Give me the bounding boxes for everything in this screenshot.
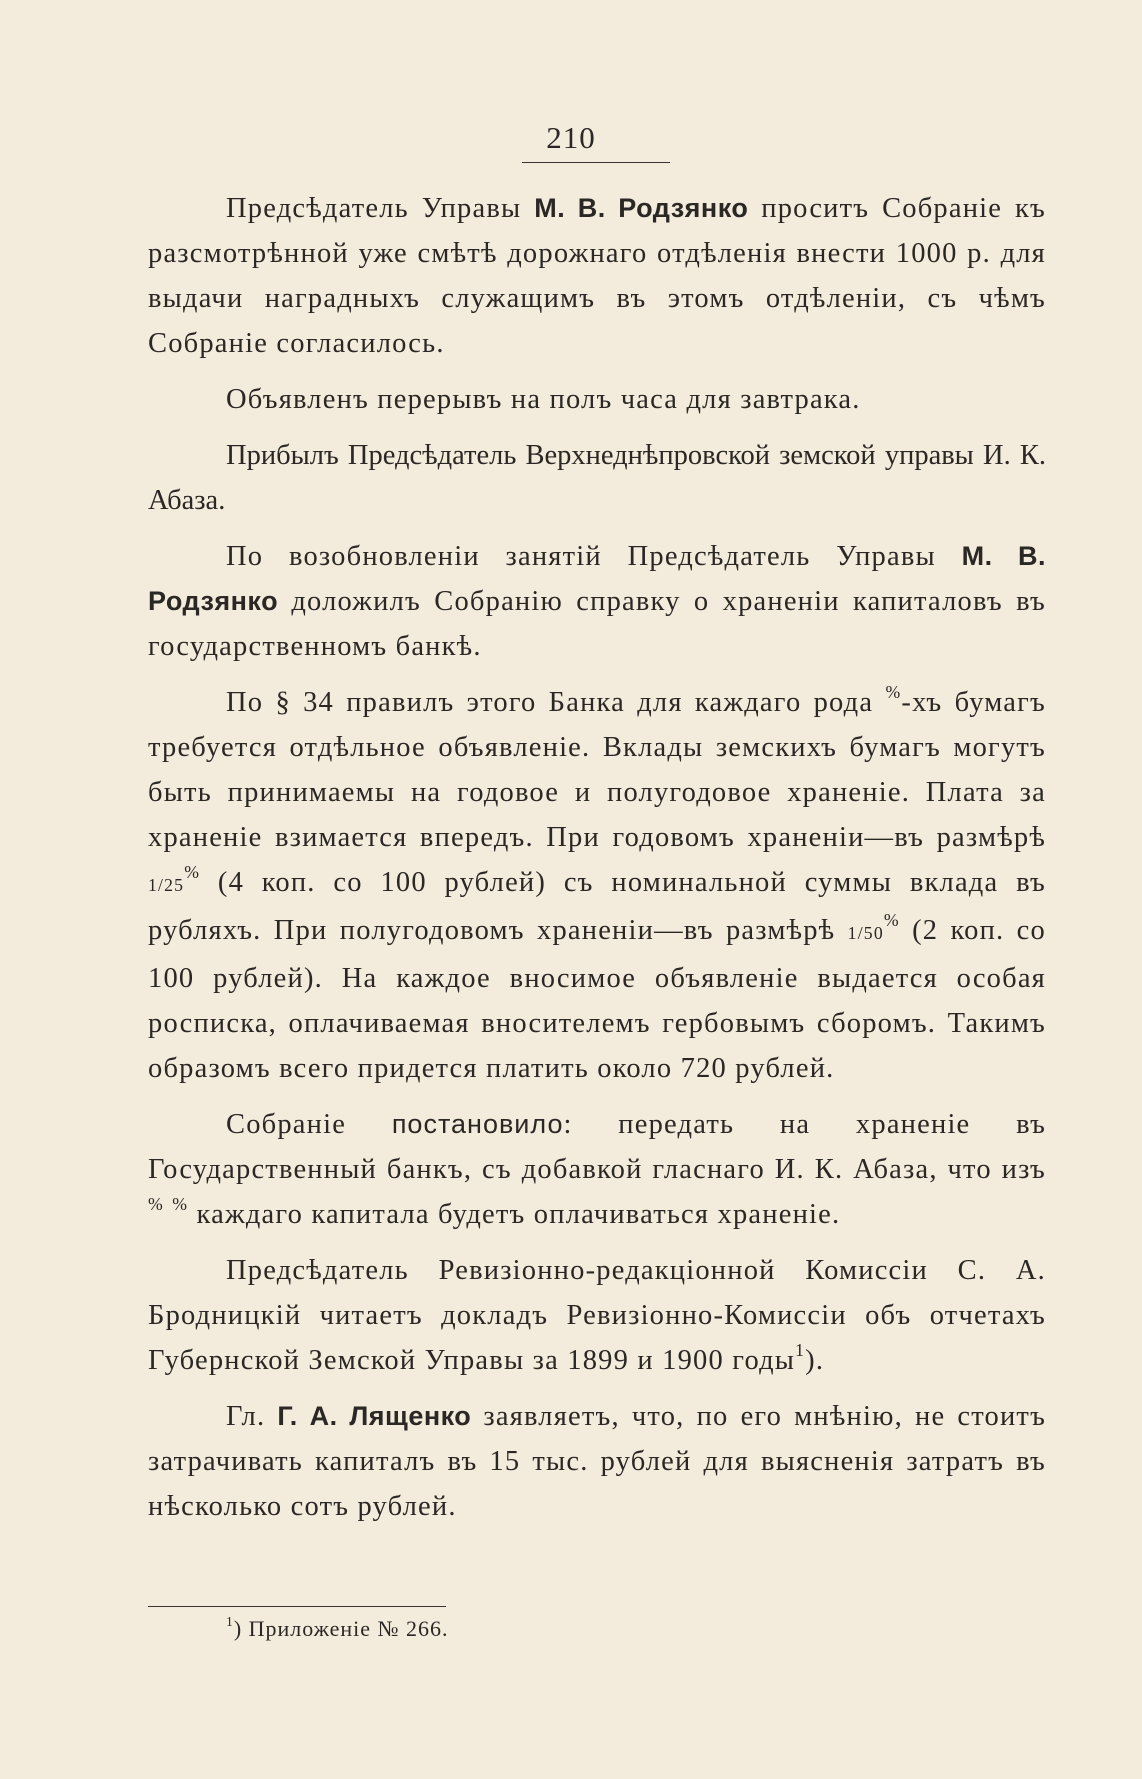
p5-text-1: По § 34 правилъ этого Банка для каждаго рода <box>226 687 886 718</box>
paragraph-1 <box>148 186 1046 366</box>
p7-text-after: ). <box>805 1345 825 1376</box>
paragraph-2 <box>148 377 1046 422</box>
p1-text-after: проситъ Собраніе къ разсмотрѣнной уже смѣтѣ дорожнаго отдѣленія внести 1000 р. для выдачи наградныхъ служащимъ въ этомъ отдѣленіи, съ чѣмъ Собраніе согласилось. <box>148 193 1046 359</box>
p6-text-before: Собраніе <box>226 1109 392 1140</box>
p6-text-1: : передать на храненіе въ Государственный банкъ, съ добавкой гласнаго И. К. Абаза, что изъ <box>148 1109 1047 1185</box>
paragraph-8 <box>148 1394 1046 1529</box>
p8-text-before: Гл. <box>226 1401 278 1432</box>
resolution-word: постановило <box>391 1109 564 1139</box>
footnote-text: ) Приложеніе № 266. <box>233 1616 449 1641</box>
p5-text-4: (2 коп. со 100 рублей). На каждое вносимое объявленіе выдается особая росписка, оплачиваемая вносителемъ гербовымъ сборомъ. Такимъ образомъ всего придется платить около 720 рублей. <box>148 915 1046 1084</box>
fraction-1-50: 1/50 <box>847 923 884 943</box>
fraction-1-25: 1/25 <box>148 875 185 895</box>
page-number: 210 <box>546 120 596 155</box>
header-rule <box>522 162 670 163</box>
footnote-reference[interactable]: 1 <box>795 1339 806 1360</box>
p1-text-before: Предсѣдатель Управы <box>226 193 535 224</box>
p4-text-before: По возобновленіи занятій Предсѣдатель Управы <box>226 541 962 572</box>
footnote-rule <box>148 1606 446 1607</box>
p2-text: Объявленъ перерывъ на полъ часа для завтрака. <box>226 384 861 415</box>
p5-text-2: -хъ бумагъ требуется отдѣльное объявленіе. Вклады земскихъ бумагъ могутъ быть принимаемы на годовое и полугодовое храненіе. Плата за храненіе взимается впередъ. При годовомъ храненіи—въ размѣрѣ <box>148 687 1046 853</box>
p3-text: Прибылъ Предсѣдатель Верхнеднѣпровской земской управы И. К. Абаза. <box>148 440 1046 516</box>
person-name-rodzyanko-2: М. В. Родзянко <box>148 541 1046 616</box>
paragraph-7 <box>148 1248 1046 1383</box>
percent-sign-b: % <box>172 1193 189 1214</box>
paragraph-6 <box>148 1102 1046 1237</box>
page-body <box>148 186 1046 1540</box>
p8-text-after: заявляетъ, что, по его мнѣнію, не стоитъ затрачивать капиталъ въ 15 тыс. рублей для выясненія затратъ въ нѣсколько сотъ рублей. <box>148 1401 1047 1522</box>
paragraph-3 <box>148 433 1046 523</box>
person-name-lyashchenko: Г. А. Лященко <box>277 1401 472 1431</box>
p6-text-2: каждаго капитала будетъ оплачиваться храненіе. <box>188 1199 841 1230</box>
p4-text-after: доложилъ Собранію справку о храненіи капиталовъ въ государственномъ банкѣ. <box>148 586 1046 662</box>
percent-sign-2: % <box>184 861 201 882</box>
paragraph-4 <box>148 534 1046 669</box>
percent-sign-3: % <box>883 909 900 930</box>
percent-sign: % <box>885 681 902 702</box>
p7-text: Предсѣдатель Ревизіонно-редакціонной Комиссіи С. А. Бродницкій читаетъ докладъ Ревизіонно-Комиссіи объ отчетахъ Губернской Земской Управы за 1899 и 1900 годы <box>148 1255 1046 1376</box>
footnote-marker: 1 <box>226 1613 234 1629</box>
paragraph-5 <box>148 680 1046 1091</box>
p5-text-3: (4 коп. со 100 рублей) съ номинальной суммы вклада въ рубляхъ. При полугодовомъ храненіи—въ размѣрѣ <box>148 867 1046 946</box>
person-name-rodzyanko: М. В. Родзянко <box>534 193 749 223</box>
percent-sign-a: % <box>148 1193 164 1214</box>
footnote <box>226 1614 449 1644</box>
